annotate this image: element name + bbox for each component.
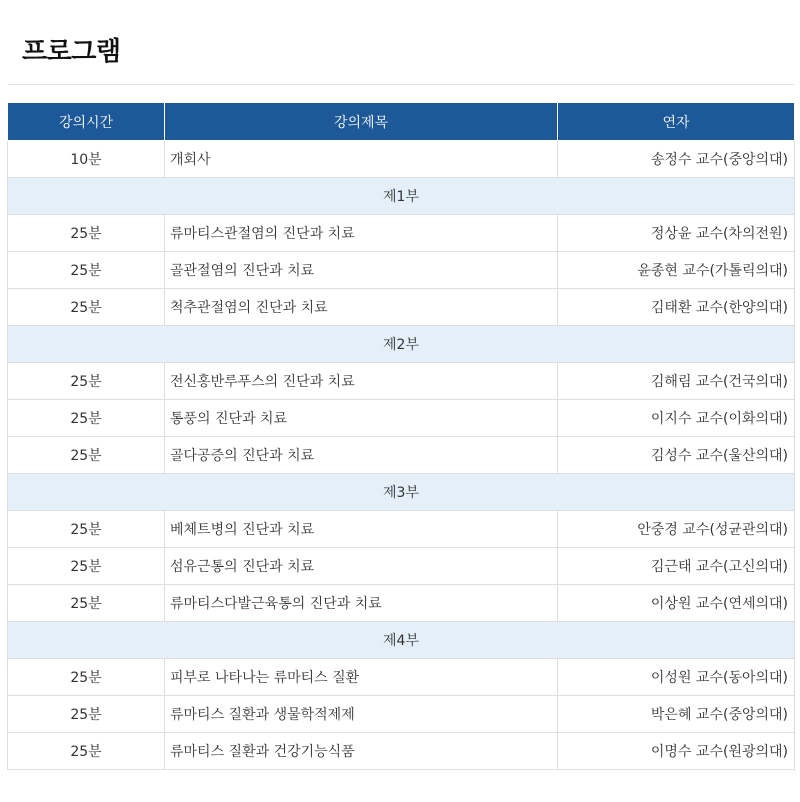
- lecture-time: 25분: [8, 511, 165, 548]
- section-row: [8, 474, 795, 511]
- table-row: [8, 511, 795, 548]
- section-label: 제2부: [8, 326, 795, 363]
- section-label: 제3부: [8, 474, 795, 511]
- lecture-speaker: 김성수 교수(울산의대): [558, 437, 795, 474]
- section-label: 제1부: [8, 178, 795, 215]
- lecture-title: 피부로 나타나는 류마티스 질환: [165, 659, 558, 696]
- table-row: [8, 252, 795, 289]
- lecture-title: 류마티스 질환과 생물학적제제: [165, 696, 558, 733]
- lecture-title: 베체트병의 진단과 치료: [165, 511, 558, 548]
- lecture-speaker: 박은혜 교수(중앙의대): [558, 696, 795, 733]
- section-row: [8, 178, 795, 215]
- lecture-speaker: 정상윤 교수(차의전원): [558, 215, 795, 252]
- table-row: [8, 585, 795, 622]
- table-row: [8, 659, 795, 696]
- lecture-time: 25분: [8, 215, 165, 252]
- table-row: [8, 289, 795, 326]
- lecture-speaker: 이지수 교수(이화의대): [558, 400, 795, 437]
- lecture-speaker: 이명수 교수(원광의대): [558, 733, 795, 770]
- header-lecture: 강의제목: [165, 103, 558, 141]
- table-row: [8, 437, 795, 474]
- lecture-title: 류마티스다발근육통의 진단과 치료: [165, 585, 558, 622]
- lecture-title: 섬유근통의 진단과 치료: [165, 548, 558, 585]
- lecture-speaker: 이성원 교수(동아의대): [558, 659, 795, 696]
- page-title: 프로그램: [22, 37, 121, 67]
- title-divider: [8, 84, 794, 85]
- lecture-time: 25분: [8, 696, 165, 733]
- lecture-title: 류마티스 질환과 건강기능식품: [165, 733, 558, 770]
- table-row: [8, 733, 795, 770]
- table-header-row: [8, 103, 795, 141]
- lecture-time: 25분: [8, 363, 165, 400]
- lecture-time: 25분: [8, 252, 165, 289]
- lecture-title: 골다공증의 진단과 치료: [165, 437, 558, 474]
- lecture-title: 골관절염의 진단과 치료: [165, 252, 558, 289]
- lecture-time: 25분: [8, 659, 165, 696]
- lecture-time: 25분: [8, 585, 165, 622]
- program-table: [7, 102, 795, 770]
- lecture-speaker: 김태환 교수(한양의대): [558, 289, 795, 326]
- section-label: 제4부: [8, 622, 795, 659]
- lecture-title: 통풍의 진단과 치료: [165, 400, 558, 437]
- lecture-title: 개회사: [165, 141, 558, 178]
- table-row: [8, 400, 795, 437]
- lecture-speaker: 안중경 교수(성균관의대): [558, 511, 795, 548]
- lecture-time: 25분: [8, 733, 165, 770]
- lecture-time: 10분: [8, 141, 165, 178]
- header-time: 강의시간: [8, 103, 165, 141]
- lecture-time: 25분: [8, 289, 165, 326]
- lecture-speaker: 윤종현 교수(가톨릭의대): [558, 252, 795, 289]
- table-row: [8, 548, 795, 585]
- header-speaker: 연자: [558, 103, 795, 141]
- lecture-title: 류마티스관절염의 진단과 치료: [165, 215, 558, 252]
- lecture-speaker: 이상원 교수(연세의대): [558, 585, 795, 622]
- lecture-time: 25분: [8, 548, 165, 585]
- lecture-title: 전신홍반루푸스의 진단과 치료: [165, 363, 558, 400]
- table-row: [8, 215, 795, 252]
- table-row: [8, 363, 795, 400]
- lecture-time: 25분: [8, 437, 165, 474]
- table-row: [8, 141, 795, 178]
- table-row: [8, 696, 795, 733]
- lecture-title: 척추관절염의 진단과 치료: [165, 289, 558, 326]
- lecture-speaker: 김해림 교수(건국의대): [558, 363, 795, 400]
- section-row: [8, 326, 795, 363]
- lecture-speaker: 송정수 교수(중앙의대): [558, 141, 795, 178]
- lecture-speaker: 김근태 교수(고신의대): [558, 548, 795, 585]
- lecture-time: 25분: [8, 400, 165, 437]
- section-row: [8, 622, 795, 659]
